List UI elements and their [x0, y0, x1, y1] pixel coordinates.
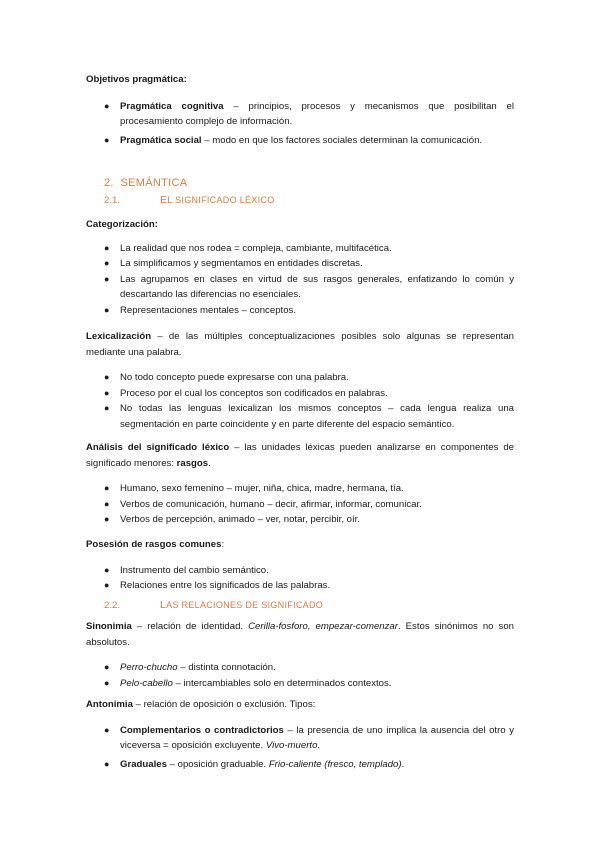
bullet-icon: ●: [104, 677, 110, 688]
bullet-icon: ●: [104, 758, 110, 769]
bullet-icon: ●: [104, 403, 110, 413]
list-item: ● No todo concepto puede expresarse con una palabra.: [86, 370, 514, 386]
lexicalizacion-section: [86, 329, 514, 432]
categorizacion-heading: Categorización:: [86, 219, 158, 230]
bullet-icon: ●: [104, 662, 110, 672]
list-item: ● Perro-chucho – distinta connotación.: [86, 660, 514, 676]
list-item: ● Humano, sexo femenino – mujer, niña, chica, madre, hermana, tía.: [86, 481, 514, 497]
list-item: ● Pragmática social – modo en que los factores sociales determinan la comunicación.: [86, 133, 514, 149]
sinonimia-section: [86, 619, 514, 691]
bullet-icon: ●: [104, 580, 110, 590]
list-item: ● Verbos de comunicación, humano – decir, afirmar, informar, comunicar.: [86, 497, 514, 513]
bullet-icon: ●: [104, 387, 110, 398]
list-item: ● Relaciones entre los significados de las palabras.: [86, 578, 514, 594]
list-item: ● No todas las lenguas lexicalizan los mismos conceptos – cada lengua realiza una segmentación en parte coincidente y en parte diferente del espacio semántico.: [104, 403, 514, 430]
lexicalizacion-paragraph: Lexicalización – de las múltiples conceptualizaciones posibles solo algunas se representan mediante una palabra.: [86, 331, 514, 358]
list-item: ● Complementarios o contradictorios – la presencia de uno implica la ausencia del otro y viceversa = oposición excluyente. Vivo-muerto.: [104, 724, 514, 751]
list-item: ● La realidad que nos rodea = compleja, cambiante, multifacética.: [86, 241, 514, 257]
list-item: ● Pelo-cabello – intercambiables solo en determinados contextos.: [86, 676, 514, 692]
bullet-icon: ●: [104, 564, 110, 575]
bullet-icon: ●: [104, 242, 110, 253]
posesion-heading: Posesión de rasgos comunes:: [86, 539, 225, 550]
bullet-icon: ●: [104, 724, 110, 735]
list-item: ● Representaciones mentales – conceptos.: [86, 303, 514, 319]
posesion-section: [86, 537, 514, 594]
list-item: ● Pragmática cognitiva – principios, procesos y mecanismos que posibilitan el procesamiento complejo de información.: [104, 100, 514, 127]
list-item: ● Proceso por el cual los conceptos son codificados en palabras.: [86, 386, 514, 402]
sinonimia-paragraph: Sinonimia – relación de identidad. Cerilla-fosforo, empezar-comenzar. Estos sinónimos no son absolutos.: [86, 621, 514, 648]
list-item: ● La simplificamos y segmentamos en entidades discretas.: [86, 256, 514, 272]
bullet-icon: ●: [104, 483, 110, 493]
section-heading-semantica: 2. SEMÁNTICA: [104, 177, 188, 189]
subsection-heading-2-2: 2.2. LAS RELACIONES DE SIGNIFICADO: [104, 599, 324, 611]
antonimia-paragraph: Antonimia – relación de oposición o exclusión. Tipos:: [86, 699, 316, 710]
bullet-icon: ●: [104, 304, 110, 315]
objetivos-heading: Objetivos pragmática:: [86, 74, 187, 85]
categorizacion-section: [86, 217, 514, 318]
analisis-paragraph: Análisis del significado léxico – las unidades léxicas pueden analizarse en componentes de significado menores: rasgos.: [86, 442, 514, 469]
analisis-section: [86, 440, 514, 528]
bullet-icon: ●: [104, 134, 110, 145]
objetivos-section: [86, 72, 514, 148]
bullet-icon: ●: [104, 514, 110, 524]
bullet-icon: ●: [104, 258, 110, 268]
list-item: ● Graduales – oposición graduable. Frio-caliente (fresco, templado).: [86, 757, 514, 773]
subsection-heading-2-1: 2.1. EL SIGNIFICADO LÉXICO: [104, 194, 275, 206]
bullet-icon: ●: [104, 100, 110, 111]
bullet-icon: ●: [104, 273, 110, 284]
list-item: ● Las agrupamos en clases en virtud de sus rasgos generales, enfatizando lo común y descartando las diferencias no esenciales.: [104, 273, 514, 300]
bullet-icon: ●: [104, 372, 110, 382]
antonimia-section: [86, 697, 514, 772]
list-item: ● Verbos de percepción, animado – ver, notar, percibir, oír.: [86, 512, 514, 528]
bullet-icon: ●: [104, 498, 110, 509]
list-item: ● Instrumento del cambio semántico.: [86, 563, 514, 579]
